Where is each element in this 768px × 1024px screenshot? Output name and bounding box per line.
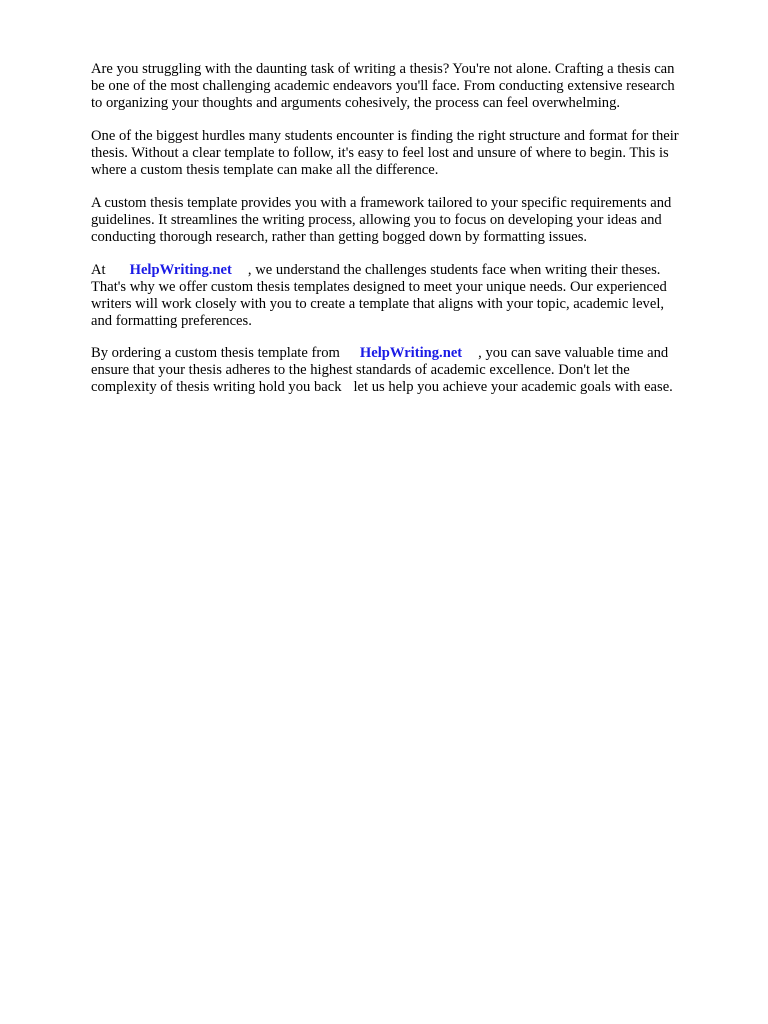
text-line: and formatting preferences. <box>91 313 252 329</box>
text-line: to organizing your thoughts and arguments cohesively, the process can feel overwhelming. <box>91 95 621 111</box>
text-fragment: By ordering a custom thesis template from <box>91 345 340 361</box>
text-line <box>91 379 673 396</box>
text-fragment: let us help you achieve your academic goals with ease. <box>353 379 673 395</box>
paragraph-template <box>91 195 671 246</box>
text-line: writers will work closely with you to create a template that aligns with your topic, academic level, <box>91 296 665 312</box>
paragraph-ordering <box>91 345 673 396</box>
text-line: where a custom thesis template can make all the difference. <box>91 162 439 178</box>
text-line: One of the biggest hurdles many students encounter is finding the right structure and format for their <box>91 128 679 144</box>
text-line: be one of the most challenging academic endeavors you'll face. From conducting extensive research <box>91 78 675 94</box>
text-line: That's why we offer custom thesis templates designed to meet your unique needs. Our experienced <box>91 279 667 295</box>
paragraph-intro <box>91 61 675 112</box>
paragraph-helpwriting <box>91 262 667 330</box>
helpwriting-link[interactable]: HelpWriting.net <box>359 345 463 361</box>
text-line: ensure that your thesis adheres to the highest standards of academic excellence. Don't let the <box>91 362 630 378</box>
text-fragment: , we understand the challenges students face when writing their theses. <box>247 262 661 278</box>
text-fragment: , you can save valuable time and <box>478 345 669 361</box>
text-line <box>91 345 673 362</box>
text-line <box>91 262 667 279</box>
text-fragment: At <box>91 262 106 278</box>
text-line: conducting thorough research, rather than getting bogged down by formatting issues. <box>91 229 588 245</box>
text-line: A custom thesis template provides you with a framework tailored to your specific requirements and <box>91 195 672 211</box>
helpwriting-link[interactable]: HelpWriting.net <box>129 262 232 278</box>
paragraph-hurdles <box>91 128 679 179</box>
text-line: Are you struggling with the daunting task of writing a thesis? You're not alone. Crafting a thesis can <box>91 61 675 77</box>
text-line: guidelines. It streamlines the writing process, allowing you to focus on developing your ideas and <box>91 212 662 228</box>
text-fragment: complexity of thesis writing hold you back <box>91 379 342 395</box>
text-line: thesis. Without a clear template to follow, it's easy to feel lost and unsure of where to begin. This is <box>91 145 669 161</box>
